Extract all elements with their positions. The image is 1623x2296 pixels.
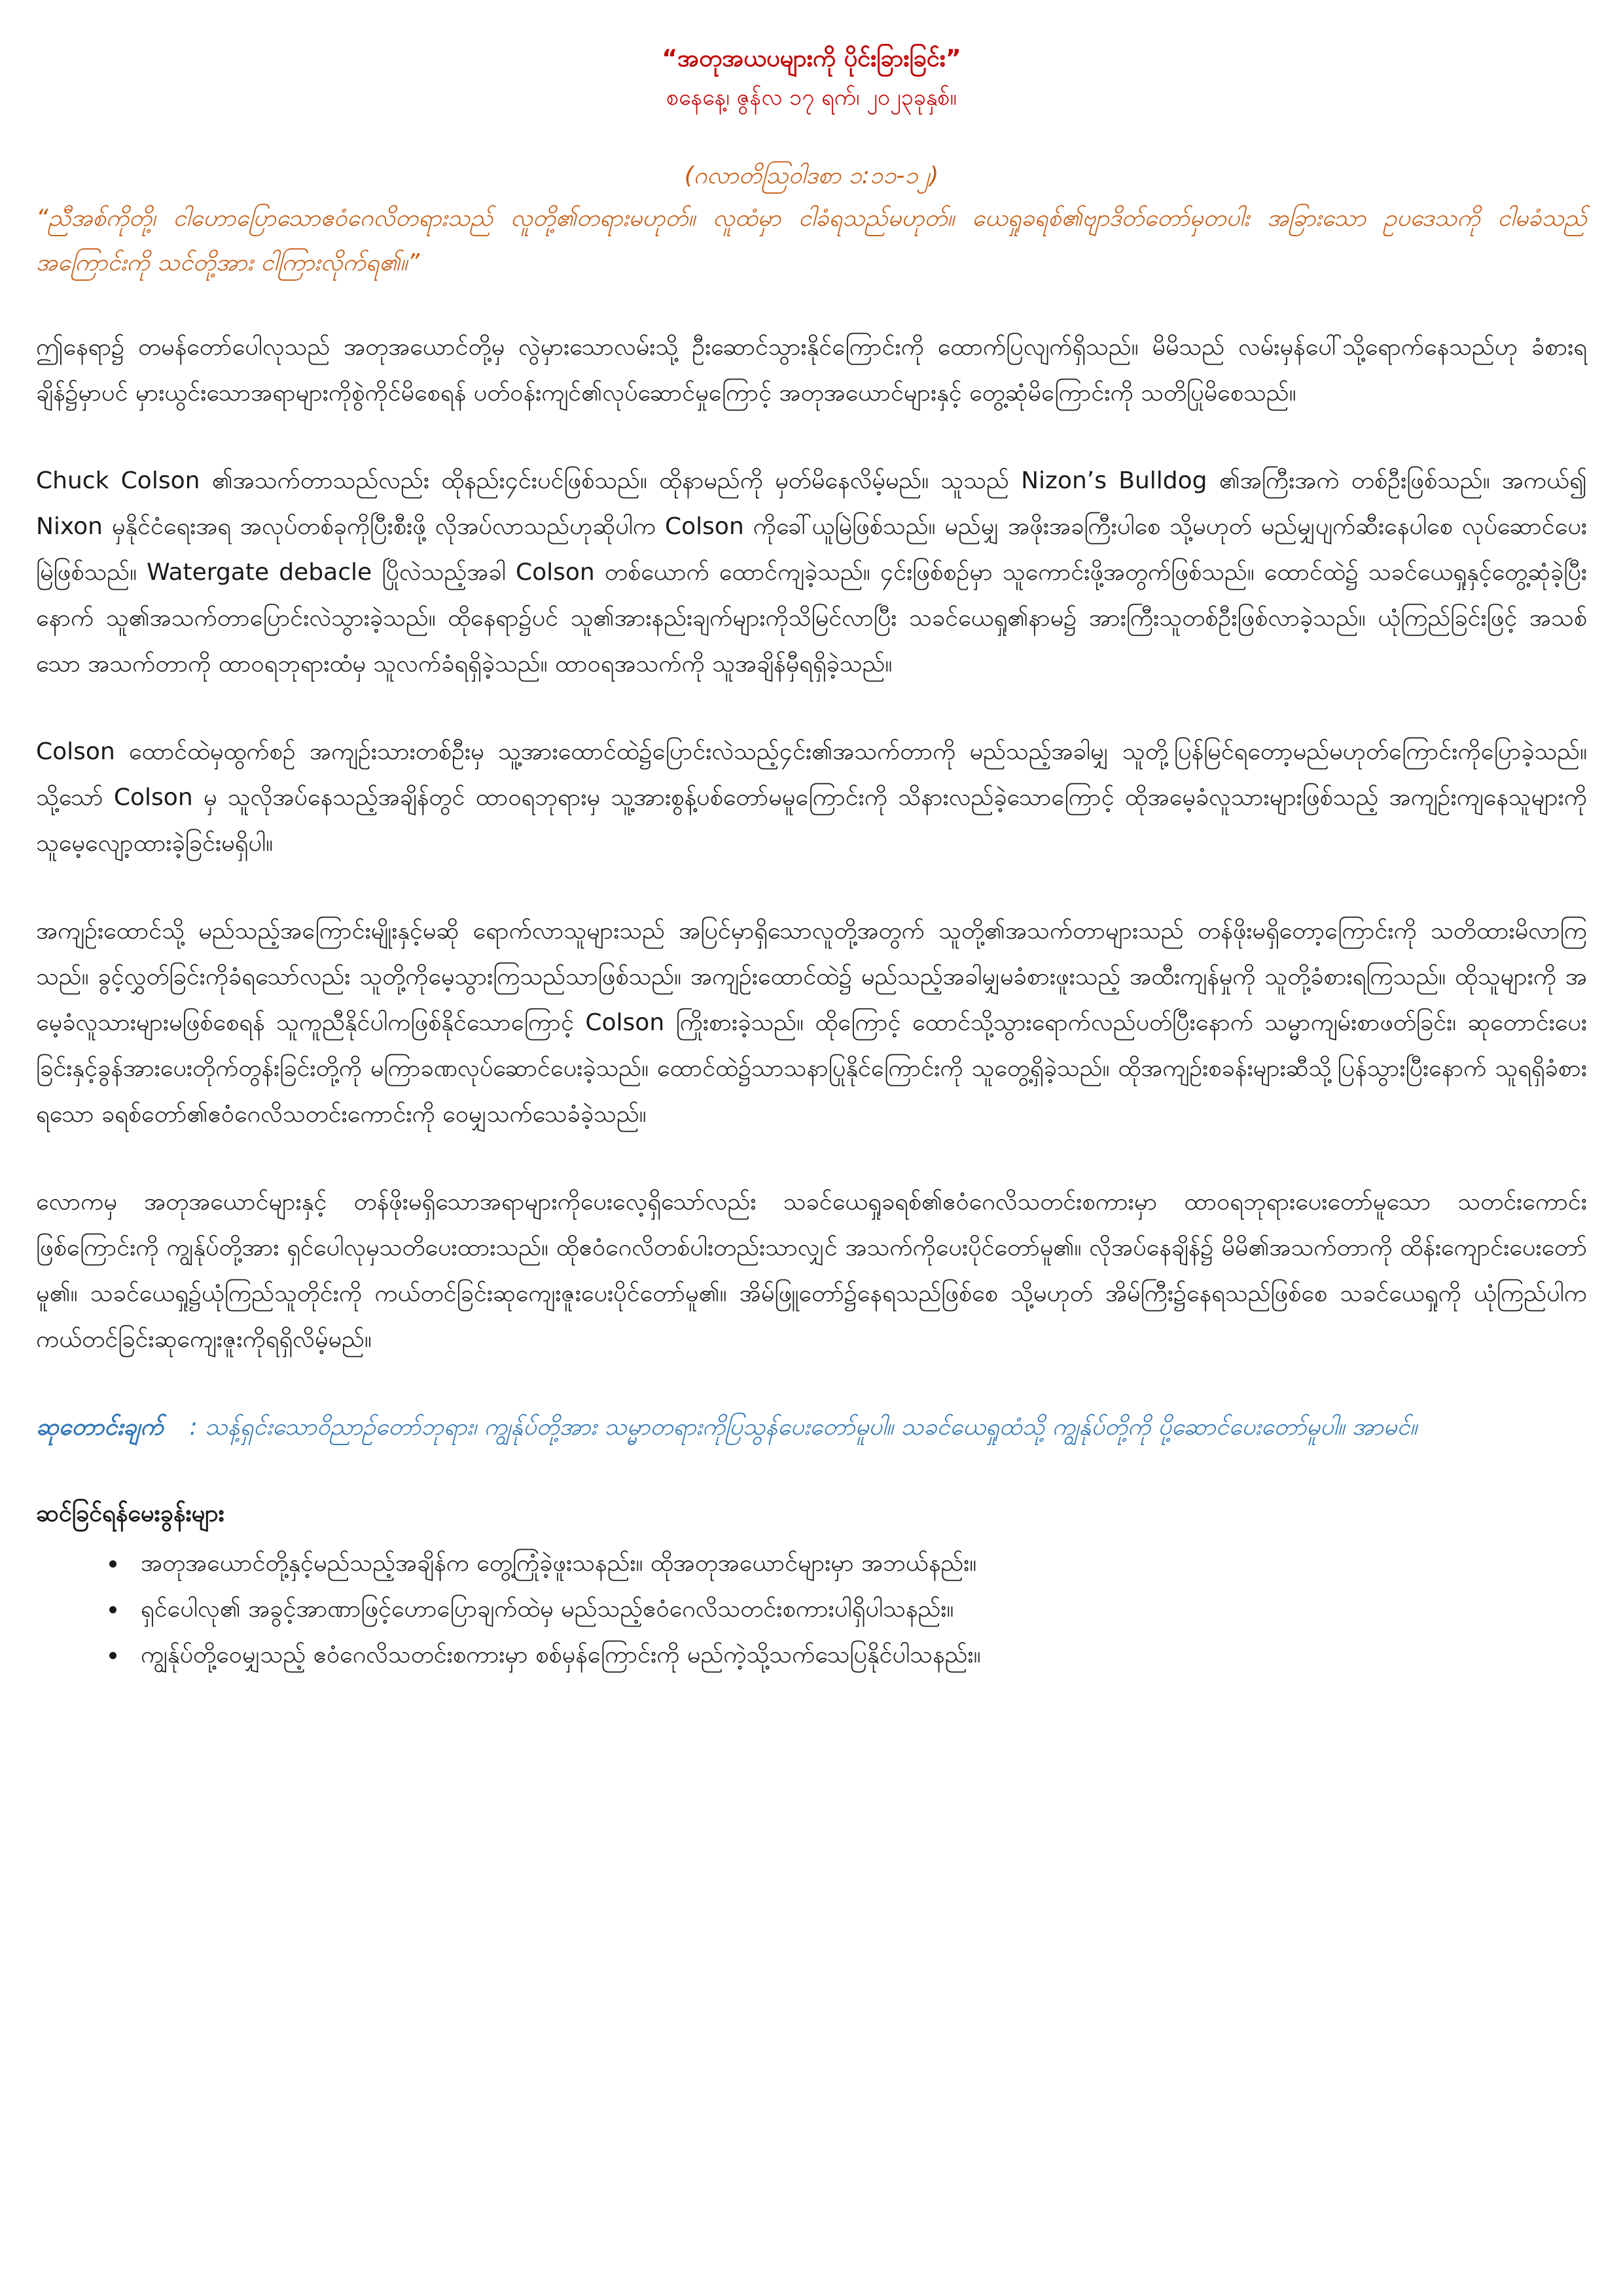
scripture-reference: (ဂလာတိဩဝါဒစာ ၁:၁၁-၁၂) (684, 162, 939, 189)
devotional-page (36, 39, 1587, 1678)
questions-heading: ဆင်ခြင်ရန်မေးခွန်းများ (36, 1500, 224, 1527)
list-item: • အတုအယောင်တို့နှင့်မည်သည့်အချိန်က တွေ့ကြုံခဲ့ဖူးသနည်း။ ထိုအတုအယောင်များမှာ အဘယ်နည်း။ (128, 1541, 1587, 1587)
prayer-section (36, 1405, 1587, 1450)
body-paragraph-3: Colson ထောင်ထဲမှထွက်စဥ် အကျဥ်းသားတစ်ဦးမှ သူ့အားထောင်ထဲ၌ပြောင်းလဲသည့်၄င်း၏အသက်တာကို မည်သည့်အခါမျှ သူတို့ပြန်မြင်ရတော့မည်မဟုတ်ကြောင်းကိုပြောခဲ့သည်။ သို့သော် Colson မှ သူလိုအပ်နေသည့်အချိန်တွင် ထာဝရဘုရားမှ သူ့အားစွန့်ပစ်တော်မမူကြောင်းကို သိနားလည်ခဲ့သောကြောင့် ထိုအမေ့ခံလူသားများဖြစ်သည့် အကျဥ်းကျနေသူများကို သူမေ့လျော့ထားခဲ့ခြင်းမရှိပါ။ (36, 738, 1587, 857)
body-paragraph-4: အကျဥ်းထောင်သို့ မည်သည့်အကြောင်းမျိုးနှင့်မဆို ရောက်လာသူများသည် အပြင်မှာရှိသောလူတို့အတွက် သူတို့၏အသက်တာများသည် တန်ဖိုးမရှိတော့ကြောင်းကို သတိထားမိလာကြသည်။ ခွင့်လွှတ်ခြင်းကိုခံရသော်လည်း သူတို့ကိုမေ့သွားကြသည်သာဖြစ်သည်။ အကျဥ်းထောင်ထဲ၌ မည်သည့်အခါမျှမခံစားဖူးသည့် အထီးကျန်မှုကို သူတို့ခံစားရကြသည်။ ထိုသူများကို အမေ့ခံလူသားများမဖြစ်စေရန် သူကူညီနိုင်ပါကဖြစ်နိုင်သောကြောင့် Colson ကြိုးစားခဲ့သည်။ ထိုကြောင့် ထောင်သို့သွားရောက်လည်ပတ်ပြီးနောက် သမ္မာကျမ်းစာဖတ်ခြင်း၊ ဆုတောင်းပေးခြင်းနှင့်ခွန်အားပေးတိုက်တွန်းခြင်းတို့ကို မကြာခဏလုပ်ဆောင်ပေးခဲ့သည်။ ထောင်ထဲ၌သာသနာပြုနိုင်ကြောင်းကို သူတွေ့ရှိခဲ့သည်။ ထိုအကျဥ်းစခန်းများဆီသို့ပြန်သွားပြီးနောက် သူရရှိခံစားရသော ခရစ်တော်၏ဧဝံဂေလိသတင်းကောင်းကို ဝေမျှသက်သေခံခဲ့သည်။ (36, 918, 1587, 1128)
list-item: • ရှင်ပေါလု၏ အခွင့်အာဏာဖြင့်ဟောပြောချက်ထဲမှ မည်သည့်ဧဝံဂေလိသတင်းစကားပါရှိပါသနည်း။ (128, 1587, 1587, 1632)
page-date: စနေနေ့၊ ဇွန်လ ၁၇ ရက်၊ ၂၀၂၃ခုနှစ်။ (666, 84, 957, 111)
questions-list (36, 1541, 1587, 1678)
prayer-text: : သန့်ရှင်းသောဝိညာဉ်တော်ဘုရား၊ ကျွန်ုပ်တို့အား သမ္မာတရားကိုပြသွန်ပေးတော်မူပါ။ သခင်ယေရှုထံသို့ ကျွန်ုပ်တို့ကို ပို့ဆောင်ပေးတော်မူပါ။ အာမင်။ (189, 1414, 1418, 1441)
page-title: “အတုအယပများကို ပိုင်းခြားခြင်း” (662, 45, 961, 72)
prayer-label: ဆုတောင်းချက် (36, 1414, 164, 1441)
body-paragraph-1: ဤနေရာ၌ တမန်တော်ပေါလုသည် အတုအယောင်တို့မှ လွဲမှားသောလမ်းသို့ ဦးဆောင်သွားနိုင်ကြောင်းကို ထောက်ပြလျက်ရှိသည်။ မိမိသည် လမ်းမှန်ပေါ်သို့ရောက်နေသည်ဟု ခံစားရချိန်၌မှာပင် မှားယွင်းသောအရာများကိုစွဲကိုင်မိစေရန် ပတ်ဝန်းကျင်၏လုပ်ဆောင်မှုကြောင့် အတုအယောင်များနှင့် တွေ့ဆုံမိကြောင်းကို သတိပြုမိစေသည်။ (36, 334, 1587, 406)
scripture-verse: “ညီအစ်ကိုတို့၊ ငါဟောပြောသောဧဝံဂေလိတရားသည် လူတို့၏တရားမဟုတ်။ လူထံမှာ ငါခံရသည်မဟုတ်။ ယေရှုခရစ်၏ဗျာဒိတ်တော်မှတပါး အခြားသော ဥပဒေသကို ငါမခံသည်အကြောင်းကို သင်တို့အား ငါကြားလိုက်ရ၏။” (36, 205, 1587, 276)
body-paragraph-5: လောကမှ အတုအယောင်များနှင့် တန်ဖိုးမရှိသောအရာများကိုပေးလေ့ရှိသော်လည်း သခင်ယေရှုခရစ်၏ဧဝံဂေလိသတင်းစကားမှာ ထာဝရဘုရားပေးတော်မူသော သတင်းကောင်းဖြစ်ကြောင်းကို ကျွန်ုပ်တို့အား ရှင်ပေါလုမှသတိပေးထားသည်။ ထိုဧဝံဂေလိတစ်ပါးတည်းသာလျှင် အသက်ကိုပေးပိုင်တော်မူ၏။ လိုအပ်နေချိန်၌ မိမိ၏အသက်တာကို ထိန်းကျောင်းပေးတော်မူ၏။ သခင်ယေရှု၌ယုံကြည်သူတိုင်းကို ကယ်တင်ခြင်းဆုကျေးဇူးပေးပိုင်တော်မူ၏။ အိမ်ဖြူတော်၌နေရသည်ဖြစ်စေ သို့မဟုတ် အိမ်ကြီး၌နေရသည်ဖြစ်စေ သခင်ယေရှုကို ယုံကြည်ပါက ကယ်တင်ခြင်းဆုကျေးဇူးကိုရရှိလိမ့်မည်။ (36, 1189, 1587, 1353)
body-paragraph-2: Chuck Colson ၏အသက်တာသည်လည်း ထိုနည်း၄င်းပင်ဖြစ်သည်။ ထိုနာမည်ကို မှတ်မိနေလိမ့်မည်။ သူသည် Nizon’s Bulldog ၏အကြီးအကဲ တစ်ဦးဖြစ်သည်။ အကယ်၍ Nixon မှနိုင်ငံရေးအရ အလုပ်တစ်ခုကိုပြီးစီးဖို့ လိုအပ်လာသည်ဟုဆိုပါက Colson ကိုခေါ်ယူမြဲဖြစ်သည်။ မည်မျှ အဖိုးအခကြီးပါစေ သို့မဟုတ် မည်မျှပျက်ဆီးနေပါစေ လုပ်ဆောင်ပေးမြဲဖြစ်သည်။ Watergate debacle ပြိုလဲသည့်အခါ Colson တစ်ယောက် ထောင်ကျခဲ့သည်။ ၄င်းဖြစ်စဥ်မှာ သူကောင်းဖို့အတွက်ဖြစ်သည်။ ထောင်ထဲ၌ သခင်ယေရှုနှင့်တွေ့ဆုံခဲ့ပြီးနောက် သူ၏အသက်တာပြောင်းလဲသွားခဲ့သည်။ ထိုနေရာ၌ပင် သူ၏အားနည်းချက်များကိုသိမြင်လာပြီး သခင်ယေရှု၏နာမ၌ အားကြီးသူတစ်ဦးဖြစ်လာခဲ့သည်။ ယုံကြည်ခြင်းဖြင့် အသစ်သော အသက်တာကို ထာဝရဘုရားထံမှ သူလက်ခံရရှိခဲ့သည်။ ထာဝရအသက်ကို သူအချိန်မှီရရှိခဲ့သည်။ (36, 467, 1587, 677)
list-item: • ကျွန်ုပ်တို့ဝေမျှသည့် ဧဝံဂေလိသတင်းစကားမှာ စစ်မှန်ကြောင်းကို မည်ကဲ့သို့သက်သေပြနိုင်ပါသနည်း။ (128, 1632, 1587, 1678)
